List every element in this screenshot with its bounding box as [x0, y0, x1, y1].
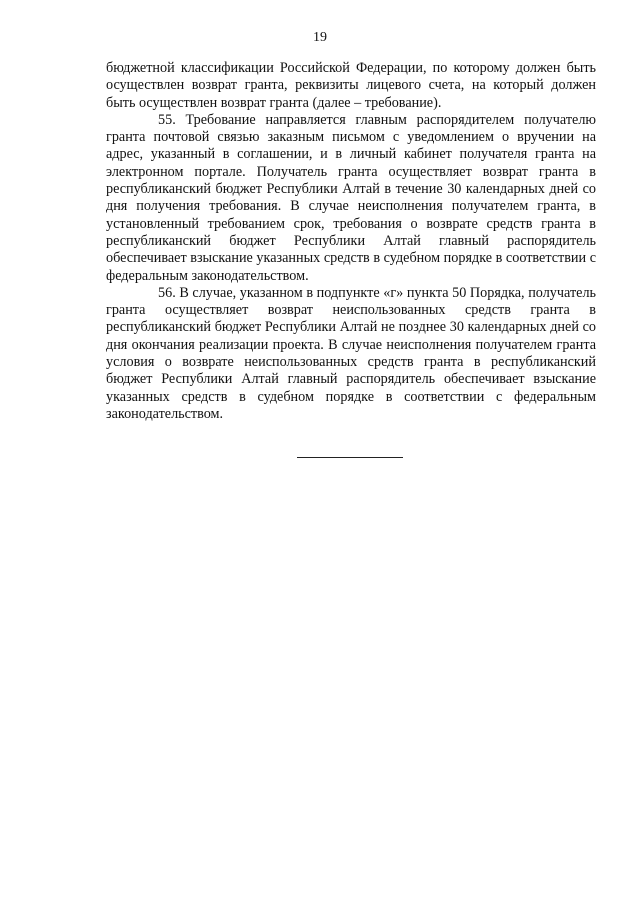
- paragraph-55: 55. Требование направляется главным распорядителем получателю гранта почтовой связью заказным письмом с уведомлением о вручении на адрес, указанный в соглашении, и в личный кабинет получателя гранта на электронном портале. Получатель гранта осуществляет возврат гранта в республиканский бюджет Республики Алтай в течение 30 календарных дней со дня получения требования. В случае неисполнения получателем гранта, в установленный требованием срок, требования о возврате средств гранта в республиканский бюджет Республики Алтай главный распорядитель обеспечивает взыскание указанных средств в судебном порядке в соответствии с федеральным законодательством.: [106, 111, 596, 284]
- paragraph-continuation: бюджетной классификации Российской Федерации, по которому должен быть осуществлен возврат гранта, реквизиты лицевого счета, на который должен быть осуществлен возврат гранта (далее – требование).: [106, 60, 596, 111]
- page-number: 19: [313, 30, 327, 45]
- document-body: [106, 60, 596, 423]
- paragraph-56: 56. В случае, указанном в подпункте «г» пункта 50 Порядка, получатель гранта осуществляет возврат неиспользованных средств гранта в республиканский бюджет Республики Алтай не позднее 30 календарных дней со дня окончания реализации проекта. В случае неисполнения получателем гранта условия о возврате неиспользованных средств гранта в республиканский бюджет Республики Алтай главный распорядитель обеспечивает взыскание указанных средств в судебном порядке в соответствии с федеральным законодательством.: [106, 284, 596, 422]
- end-divider-line: [297, 457, 403, 458]
